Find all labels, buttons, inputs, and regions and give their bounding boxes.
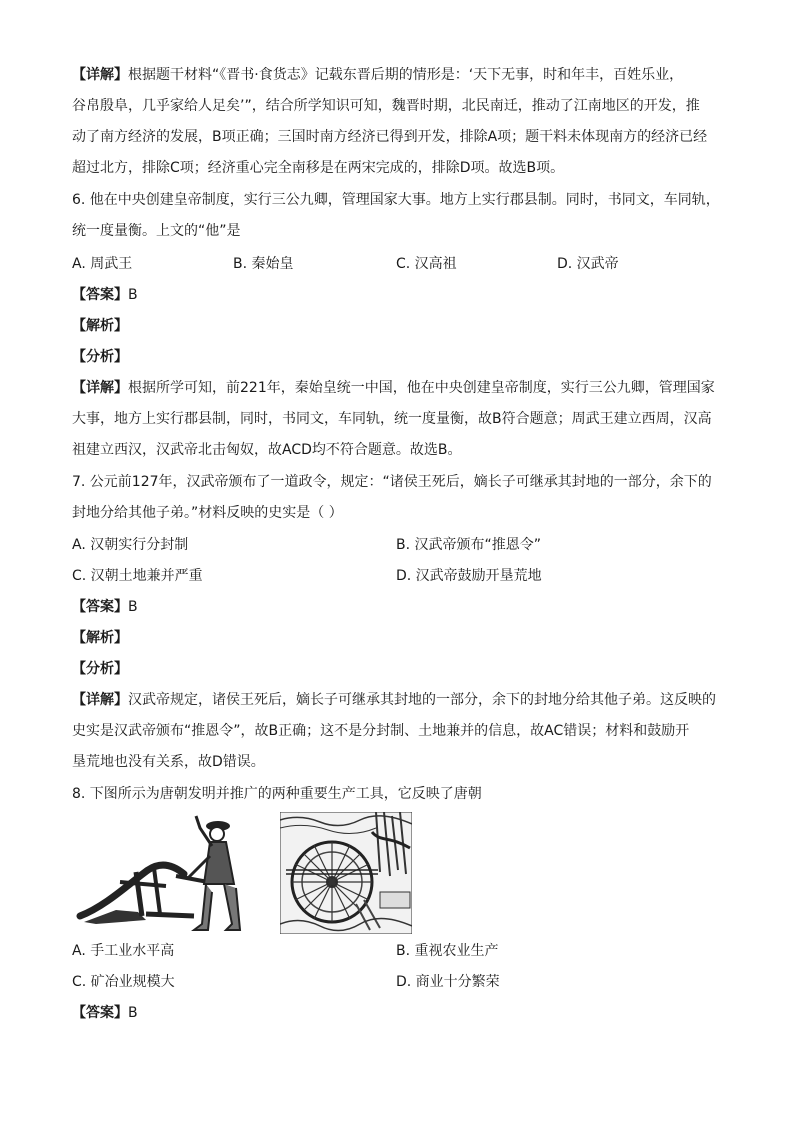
q5-detail-tag: 【详解】 — [72, 67, 128, 83]
q7-option-a: A. 汉朝实行分封制 — [72, 537, 189, 553]
q6-stem-line-1: 6. 他在中央创建皇帝制度，实行三公九卿，管理国家大事。地方上实行郡县制。同时，书同文，车同轨， — [72, 192, 720, 208]
q6-option-c: C. 汉高祖 — [396, 256, 457, 272]
q7-option-d: D. 汉武帝鼓励开垦荒地 — [396, 568, 542, 584]
q7-option-c: C. 汉朝土地兼并严重 — [72, 568, 203, 584]
q7-analysis-tag: 【解析】 — [72, 630, 128, 646]
q6-answer: 【答案】B — [72, 287, 138, 303]
q7-option-b: B. 汉武帝颁布“推恩令” — [396, 537, 542, 553]
q8-stem-line-1: 8. 下图所示为唐朝发明并推广的两种重要生产工具，它反映了唐朝 — [72, 786, 482, 802]
q6-option-b: B. 秦始皇 — [233, 256, 294, 272]
q7-stem-line-2: 封地分给其他子弟。”材料反映的史实是（ ） — [72, 505, 343, 521]
q5-detail-line-1: 【详解】根据题干材料“《晋书·食货志》记载东晋后期的情形是：‘天下无事，时和年丰，百姓乐业， — [72, 67, 684, 83]
q6-analysis-tag: 【解析】 — [72, 318, 128, 334]
q7-detail-line-3: 垦荒地也没有关系，故D错误。 — [72, 754, 265, 770]
q8-option-d: D. 商业十分繁荣 — [396, 974, 500, 990]
q6-fenxi-tag: 【分析】 — [72, 349, 128, 365]
q5-detail-line-2: 谷帛殷阜，几乎家给人足矣’”，结合所学知识可知，魏晋时期，北民南迁，推动了江南地区的开发，推 — [72, 98, 700, 114]
q7-stem-line-1: 7. 公元前127年，汉武帝颁布了一道政令，规定：“诸侯王死后，嫡长子可继承其封地的一部分，余下的 — [72, 474, 712, 490]
q7-fenxi-tag: 【分析】 — [72, 661, 128, 677]
q8-option-b: B. 重视农业生产 — [396, 943, 499, 959]
q8-option-a: A. 手工业水平高 — [72, 943, 175, 959]
waterwheel-illustration — [280, 812, 412, 934]
q6-detail-line-2: 大事，地方上实行郡县制，同时，书同文，车同轨，统一度量衡，故B符合题意；周武王建立西周，汉高 — [72, 411, 712, 427]
q8-option-c: C. 矿冶业规模大 — [72, 974, 175, 990]
q6-option-a: A. 周武王 — [72, 256, 133, 272]
q8-answer: 【答案】B — [72, 1005, 138, 1021]
q5-detail-line-4: 超过北方，排除C项；经济重心完全南移是在两宋完成的，排除D项。故选B项。 — [72, 160, 565, 176]
q7-detail-line-1: 【详解】汉武帝规定，诸侯王死后，嫡长子可继承其封地的一部分，余下的封地分给其他子弟。这反映的 — [72, 692, 716, 708]
q6-stem-line-2: 统一度量衡。上文的“他”是 — [72, 223, 241, 239]
curved-plow-illustration — [76, 812, 256, 934]
q6-detail-line-1: 【详解】根据所学可知，前221年，秦始皇统一中国，他在中央创建皇帝制度，实行三公九卿，管理国家 — [72, 380, 715, 396]
q6-option-d: D. 汉武帝 — [557, 256, 619, 272]
q5-detail-line-3: 动了南方经济的发展，B项正确；三国时南方经济已得到开发，排除A项；题干料未体现南方的经济已经 — [72, 129, 708, 145]
q6-detail-line-3: 祖建立西汉，汉武帝北击匈奴，故ACD均不符合题意。故选B。 — [72, 442, 462, 458]
q7-answer: 【答案】B — [72, 599, 138, 615]
q7-detail-line-2: 史实是汉武帝颁布“推恩令”，故B正确；这不是分封制、土地兼并的信息，故AC错误；材料和鼓励开 — [72, 723, 690, 739]
